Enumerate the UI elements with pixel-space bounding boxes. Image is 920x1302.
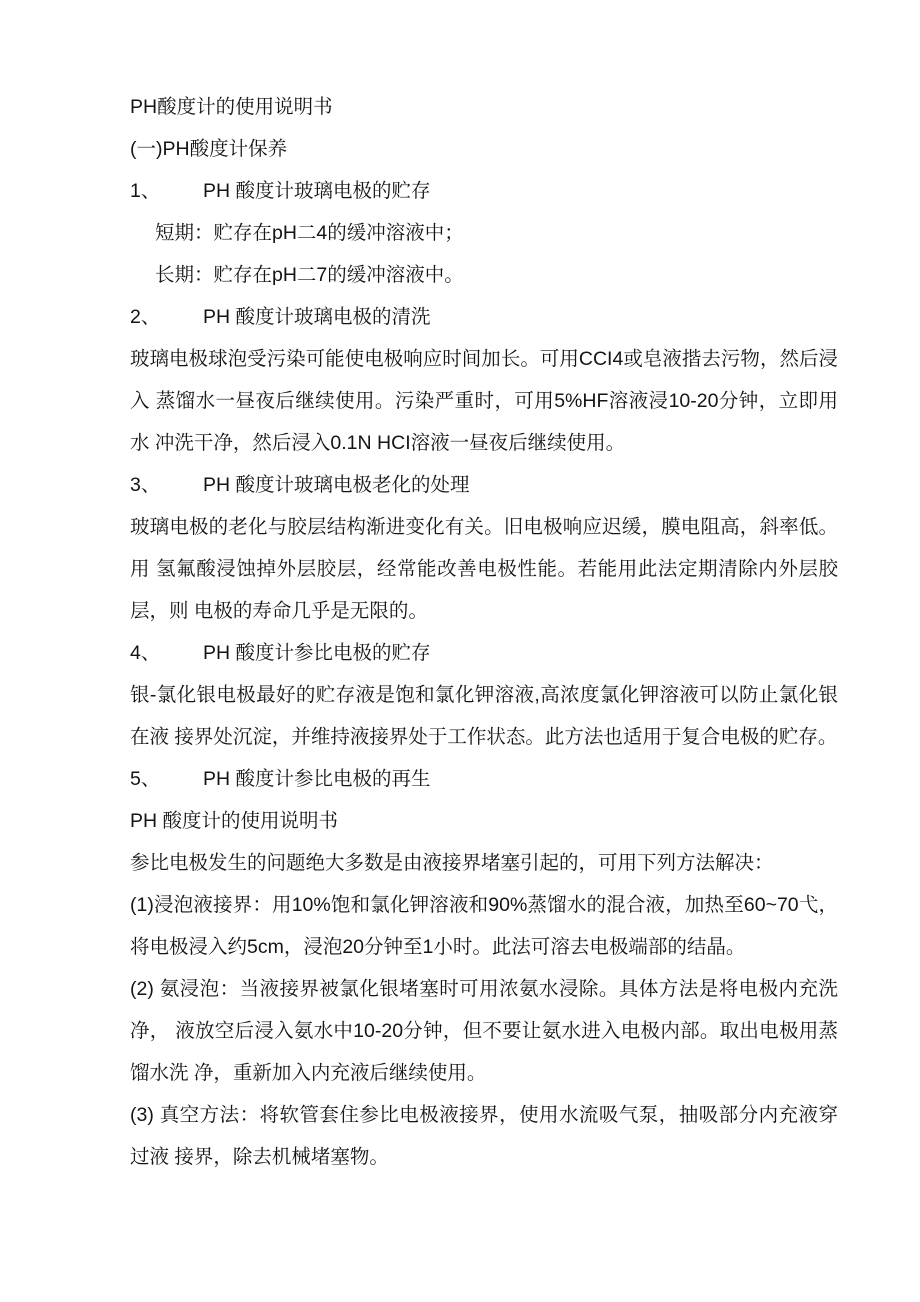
heading-2-label: PH 酸度计玻璃电极的清洗 (203, 306, 431, 328)
paragraph-cleaning: 玻璃电极球泡受污染可能使电极响应时间加长。可用CCI4或皂液揩去污物，然后浸入 蒸馏水一昼夜后继续使用。污染严重时，可用5%HF溶液浸10-20分钟，立即用水 冲洗干净，然后浸入0.1N HCI溶液一昼夜后继续使用。 (130, 348, 838, 454)
paragraph-problem-intro: 参比电极发生的问题绝大多数是由液接界堵塞引起的，可用下列方法解决： (130, 852, 774, 874)
heading-5-number: 5、 (130, 768, 161, 790)
section-heading-maintenance: (一)PH酸度计保养 (130, 138, 288, 160)
heading-2-number: 2、 (130, 306, 161, 328)
paragraph-method-2-ammonia: (2) 氨浸泡：当液接界被氯化银堵塞时可用浓氨水浸除。具体方法是将电极内充洗净， 液放空后浸入氨水中10-20分钟，但不要让氨水进入电极内部。取出电极用蒸馏水洗 净，重新加入内充液后继续使用。 (130, 978, 838, 1084)
heading-4-number: 4、 (130, 642, 161, 664)
line-long-term-storage: 长期：贮存在pH二7的缓冲溶液中。 (155, 264, 464, 286)
paragraph-method-1-soaking: (1)浸泡液接界：用10%饱和氯化钾溶液和90%蒸馏水的混合液，加热至60~70弋， 将电极浸入约5cm，浸泡20分钟至1小时。此法可溶去电极端部的结晶。 (130, 894, 838, 958)
heading-1-number: 1、 (130, 180, 161, 202)
line-short-term-storage: 短期：贮存在pH二4的缓冲溶液中； (155, 222, 464, 244)
doc-title: PH酸度计的使用说明书 (130, 96, 333, 118)
paragraph-aging: 玻璃电极的老化与胶层结构渐进变化有关。旧电极响应迟缓，膜电阻高，斜率低。用 氢氟酸浸蚀掉外层胶层，经常能改善电极性能。若能用此法定期清除内外层胶层，则 电极的寿命几乎是无限的。 (130, 516, 838, 622)
paragraph-method-3-vacuum: (3) 真空方法：将软管套住参比电极液接界，使用水流吸气泵，抽吸部分内充液穿过液 接界，除去机械堵塞物。 (130, 1104, 838, 1168)
heading-3-electrode-aging (130, 464, 838, 506)
heading-1-label: PH 酸度计玻璃电极的贮存 (203, 180, 431, 202)
heading-5-reference-electrode-regeneration (130, 758, 838, 800)
paragraph-manual-subtitle: PH 酸度计的使用说明书 (130, 810, 339, 832)
heading-4-reference-electrode-storage (130, 632, 838, 674)
paragraph-reference-storage: 银-氯化银电极最好的贮存液是饱和氯化钾溶液,高浓度氯化钾溶液可以防止氯化银在液 接界处沉淀，并维持液接界处于工作状态。此方法也适用于复合电极的贮存。 (130, 684, 838, 748)
heading-1-glass-electrode-storage (130, 170, 838, 212)
heading-4-label: PH 酸度计参比电极的贮存 (203, 642, 431, 664)
heading-5-label: PH 酸度计参比电极的再生 (203, 768, 431, 790)
heading-3-number: 3、 (130, 474, 161, 496)
heading-3-label: PH 酸度计玻璃电极老化的处理 (203, 474, 470, 496)
heading-2-glass-electrode-cleaning (130, 296, 838, 338)
